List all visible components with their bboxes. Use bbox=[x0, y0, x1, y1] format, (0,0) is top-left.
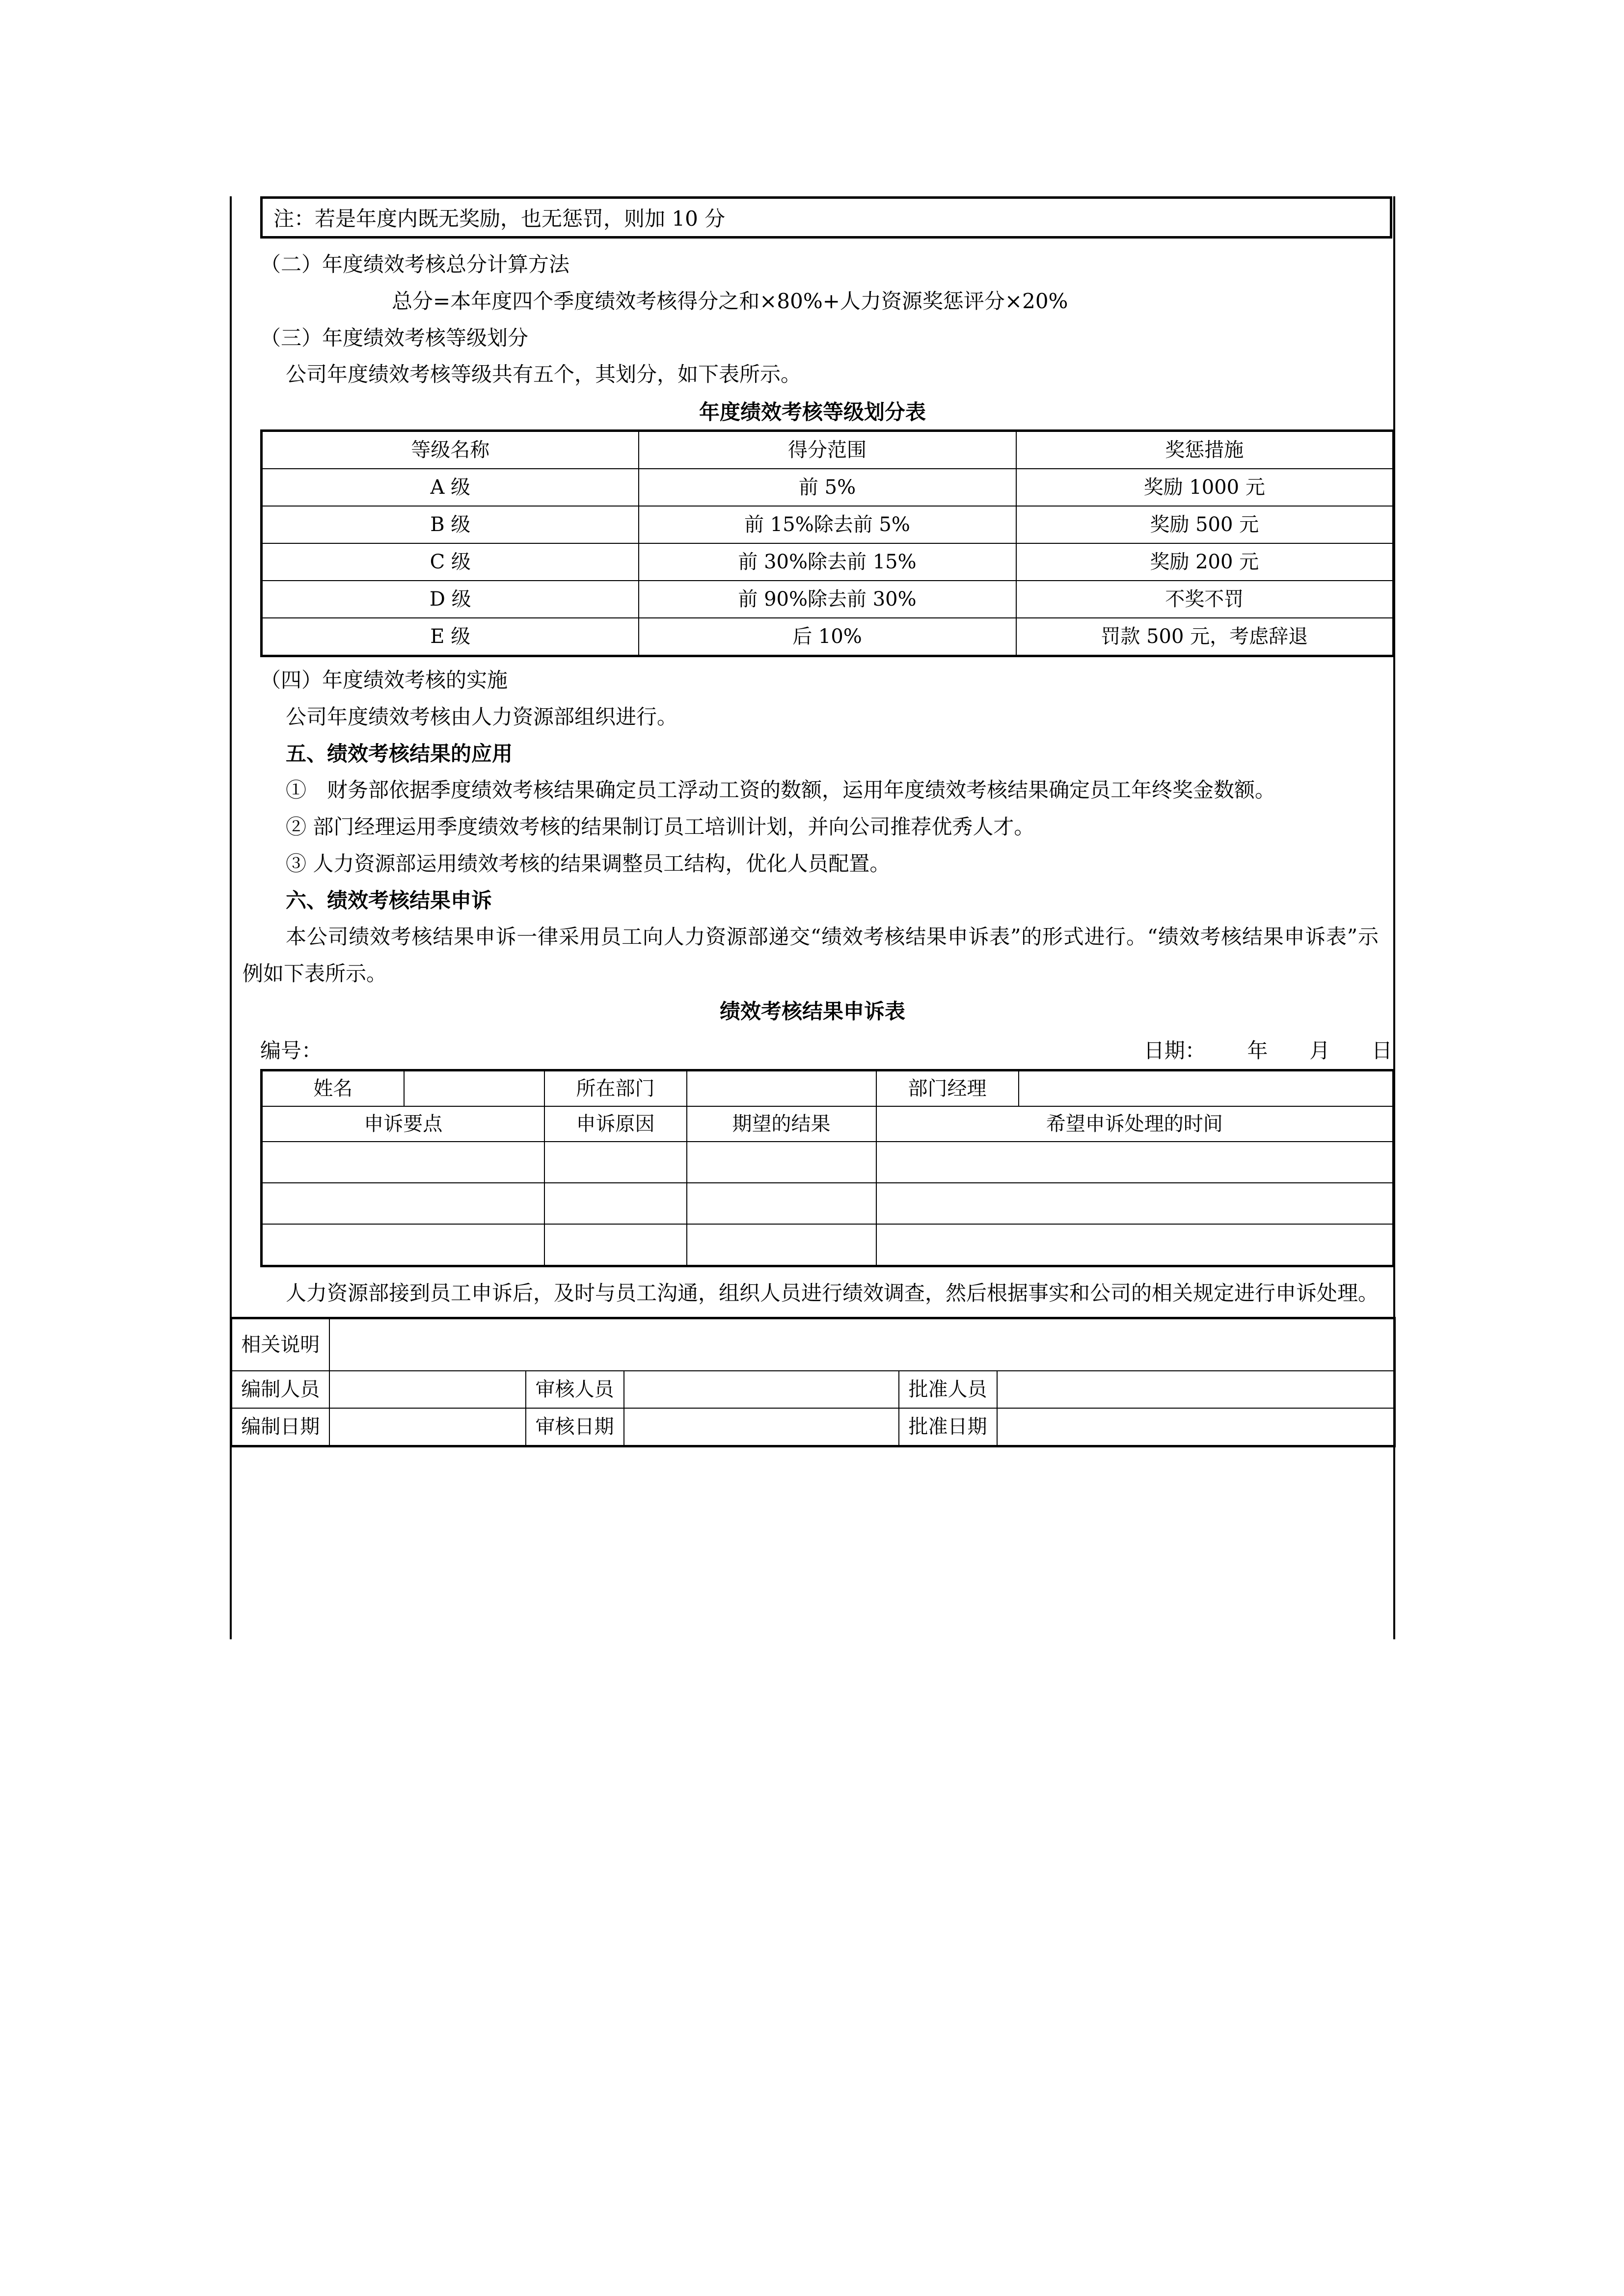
grade-measure: 罚款 500 元，考虑辞退 bbox=[1016, 618, 1394, 656]
footer-label-review-date: 审核日期 bbox=[526, 1408, 624, 1446]
table-row bbox=[231, 1371, 1395, 1408]
appeal-table bbox=[260, 1069, 1395, 1267]
grade-name: B 级 bbox=[262, 506, 639, 543]
table-row bbox=[262, 1183, 1394, 1224]
appeal-label-dept: 所在部门 bbox=[544, 1070, 687, 1106]
table-row bbox=[262, 1070, 1394, 1106]
appeal-value-name[interactable] bbox=[404, 1070, 544, 1106]
appeal-cell-expected[interactable] bbox=[687, 1224, 876, 1266]
footer-label-reviewer: 审核人员 bbox=[526, 1371, 624, 1408]
section-2-heading: （二）年度绩效考核总分计算方法 bbox=[260, 252, 570, 276]
appeal-cell-reason[interactable] bbox=[544, 1224, 687, 1266]
footer-value-author-date[interactable] bbox=[329, 1408, 526, 1446]
grade-col-measure: 奖惩措施 bbox=[1016, 431, 1394, 469]
appeal-cell-points[interactable] bbox=[262, 1183, 544, 1224]
appeal-number-label: 编号： bbox=[260, 1038, 323, 1063]
appeal-cell-expected[interactable] bbox=[687, 1142, 876, 1183]
grade-measure: 奖励 200 元 bbox=[1016, 543, 1394, 581]
appeal-date-month: 月 bbox=[1309, 1038, 1330, 1063]
footer-notes-value[interactable] bbox=[329, 1318, 1395, 1371]
appeal-cell-reason[interactable] bbox=[544, 1142, 687, 1183]
grade-table bbox=[260, 429, 1395, 657]
table-row bbox=[231, 1408, 1395, 1446]
appeal-date-year: 年 bbox=[1247, 1038, 1268, 1063]
appeal-col-expected: 期望的结果 bbox=[687, 1106, 876, 1142]
footer-label-author-date: 编制日期 bbox=[231, 1408, 329, 1446]
table-row bbox=[262, 543, 1394, 581]
grade-range: 前 90%除去前 30% bbox=[639, 581, 1016, 618]
grade-name: D 级 bbox=[262, 581, 639, 618]
table-row bbox=[262, 1224, 1394, 1266]
appeal-col-time: 希望申诉处理的时间 bbox=[876, 1106, 1394, 1142]
table-row bbox=[262, 506, 1394, 543]
table-row bbox=[262, 1142, 1394, 1183]
appeal-cell-points[interactable] bbox=[262, 1142, 544, 1183]
appeal-date-day: 日 bbox=[1371, 1038, 1392, 1063]
footer-value-approve-date[interactable] bbox=[997, 1408, 1395, 1446]
footer-value-reviewer[interactable] bbox=[624, 1371, 899, 1408]
table-row bbox=[231, 1318, 1395, 1371]
appeal-col-reason: 申诉原因 bbox=[544, 1106, 687, 1142]
table-row bbox=[262, 618, 1394, 656]
table-row bbox=[262, 469, 1394, 506]
note-text: 注：若是年度内既无奖励，也无惩罚，则加 10 分 bbox=[273, 207, 726, 231]
footer-notes-label: 相关说明 bbox=[231, 1318, 329, 1371]
section-5-heading: 五、绩效考核结果的应用 bbox=[286, 741, 513, 766]
appeal-col-points: 申诉要点 bbox=[262, 1106, 544, 1142]
grade-name: E 级 bbox=[262, 618, 639, 656]
appeal-label-name: 姓名 bbox=[262, 1070, 404, 1106]
footer-label-author: 编制人员 bbox=[231, 1371, 329, 1408]
section-6-body: 本公司绩效考核结果申诉一律采用员工向人力资源部递交“绩效考核结果申诉表”的形式进行。“绩效考核结果申诉表”示例如下表所示。 bbox=[243, 925, 1379, 986]
footer-value-review-date[interactable] bbox=[624, 1408, 899, 1446]
note-box bbox=[260, 196, 1392, 239]
grade-measure: 不奖不罚 bbox=[1016, 581, 1394, 618]
closing-paragraph: 人力资源部接到员工申诉后，及时与员工沟通，组织人员进行绩效调查，然后根据事实和公司的相关规定进行申诉处理。 bbox=[286, 1281, 1379, 1305]
grade-range: 前 30%除去前 15% bbox=[639, 543, 1016, 581]
appeal-cell-reason[interactable] bbox=[544, 1183, 687, 1224]
section-3-intro: 公司年度绩效考核等级共有五个，其划分，如下表所示。 bbox=[286, 362, 802, 387]
table-row bbox=[262, 581, 1394, 618]
grade-name: C 级 bbox=[262, 543, 639, 581]
footer-value-author[interactable] bbox=[329, 1371, 526, 1408]
section-6-heading: 六、绩效考核结果申诉 bbox=[286, 888, 492, 912]
table-row-header bbox=[262, 431, 1394, 469]
grade-table-title: 年度绩效考核等级划分表 bbox=[699, 400, 926, 424]
section-5-item-2: ② 部门经理运用季度绩效考核的结果制订员工培训计划，并向公司推荐优秀人才。 bbox=[286, 815, 1035, 839]
appeal-value-manager[interactable] bbox=[1019, 1070, 1394, 1106]
grade-range: 前 15%除去前 5% bbox=[639, 506, 1016, 543]
section-5-item-3: ③ 人力资源部运用绩效考核的结果调整员工结构，优化人员配置。 bbox=[286, 851, 891, 876]
appeal-value-dept[interactable] bbox=[687, 1070, 876, 1106]
appeal-table-title: 绩效考核结果申诉表 bbox=[719, 999, 905, 1023]
footer-label-approve-date: 批准日期 bbox=[899, 1408, 997, 1446]
section-4-body: 公司年度绩效考核由人力资源部组织进行。 bbox=[286, 704, 678, 729]
footer-table bbox=[230, 1317, 1396, 1447]
appeal-date-group bbox=[1144, 1035, 1392, 1064]
appeal-cell-time[interactable] bbox=[876, 1224, 1394, 1266]
section-3-heading: （三）年度绩效考核等级划分 bbox=[260, 325, 529, 350]
document-content bbox=[230, 196, 1395, 1447]
section-5-item-1: ① 财务部依据季度绩效考核结果确定员工浮动工资的数额，运用年度绩效考核结果确定员工年终奖金数额。 bbox=[286, 778, 1276, 802]
grade-range: 前 5% bbox=[639, 469, 1016, 506]
appeal-form-header bbox=[260, 1029, 1392, 1069]
appeal-cell-points[interactable] bbox=[262, 1224, 544, 1266]
grade-measure: 奖励 500 元 bbox=[1016, 506, 1394, 543]
appeal-date-label: 日期： bbox=[1143, 1038, 1206, 1063]
appeal-cell-time[interactable] bbox=[876, 1183, 1394, 1224]
grade-measure: 奖励 1000 元 bbox=[1016, 469, 1394, 506]
section-2-formula: 总分=本年度四个季度绩效考核得分之和×80%+人力资源奖惩评分×20% bbox=[392, 289, 1068, 313]
grade-range: 后 10% bbox=[639, 618, 1016, 656]
appeal-cell-expected[interactable] bbox=[687, 1183, 876, 1224]
footer-value-approver[interactable] bbox=[997, 1371, 1395, 1408]
grade-name: A 级 bbox=[262, 469, 639, 506]
footer-label-approver: 批准人员 bbox=[899, 1371, 997, 1408]
grade-col-name: 等级名称 bbox=[262, 431, 639, 469]
table-row-header bbox=[262, 1106, 1394, 1142]
appeal-label-manager: 部门经理 bbox=[876, 1070, 1019, 1106]
appeal-cell-time[interactable] bbox=[876, 1142, 1394, 1183]
section-4-heading: （四）年度绩效考核的实施 bbox=[260, 668, 508, 692]
grade-col-range: 得分范围 bbox=[639, 431, 1016, 469]
